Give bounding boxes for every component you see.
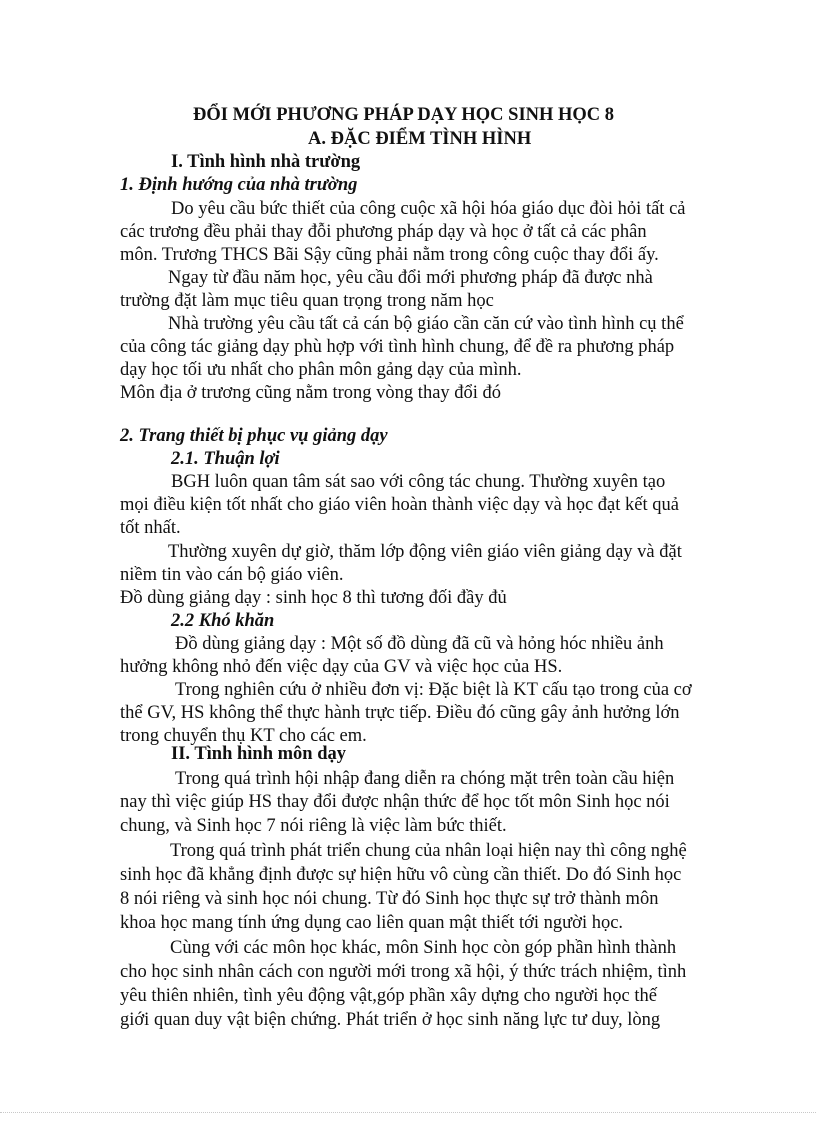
- paragraph-line: mọi điều kiện tốt nhất cho giáo viên hoàn thành việc dạy và học đạt kết quả: [120, 495, 679, 515]
- paragraph-line: Cùng với các môn học khác, môn Sinh học còn góp phần hình thành: [170, 938, 677, 958]
- page-bottom-divider: [0, 1112, 816, 1113]
- document-title: ĐỔI MỚI PHƯƠNG PHÁP DẠY HỌC SINH HỌC 8: [193, 105, 615, 125]
- paragraph-line: Đồ dùng giảng dạy : Một số đồ dùng đã cũ và hỏng hóc nhiều ảnh: [175, 634, 664, 654]
- paragraph-line: Trong quá trình hội nhập đang diễn ra chóng mặt trên toàn cầu hiện: [175, 769, 675, 789]
- paragraph-line: thể GV, HS không thể thực hành trực tiếp. Điều đó cũng gây ảnh hưởng lớn: [120, 703, 680, 723]
- paragraph-line: sinh học đã khẳng định được sự hiện hữu vô cùng cần thiết. Do đó Sinh học: [120, 865, 682, 885]
- paragraph-line: cho học sinh nhân cách con người mới trong xã hội, ý thức trách nhiệm, tình: [120, 962, 687, 982]
- paragraph-line: hưởng không nhỏ đến việc dạy của GV và việc học của HS.: [120, 657, 563, 677]
- paragraph-line: BGH luôn quan tâm sát sao với công tác chung. Thường xuyên tạo: [171, 472, 666, 492]
- subheading-2-1: 2.1. Thuận lợi: [171, 449, 280, 469]
- paragraph-line: yêu thiên nhiên, tình yêu động vật,góp phần xây dựng cho người học thế: [120, 986, 657, 1006]
- paragraph-line: Trong quá trình phát triển chung của nhân loại hiện nay thì công nghệ: [170, 841, 687, 861]
- section-ii-heading: II. Tình hình môn dạy: [171, 744, 346, 764]
- paragraph-line: trường đặt làm mục tiêu quan trọng trong năm học: [120, 291, 494, 311]
- paragraph-line: tốt nhất.: [120, 518, 181, 538]
- subheading-2-2: 2.2 Khó khăn: [171, 611, 275, 631]
- paragraph-line: Nhà trường yêu cầu tất cả cán bộ giáo cần căn cứ vào tình hình cụ thể: [168, 314, 684, 334]
- paragraph-line: Môn địa ở trương cũng nằm trong vòng thay đổi đó: [120, 383, 502, 403]
- paragraph-line: niềm tin vào cán bộ giáo viên.: [120, 565, 344, 585]
- paragraph-line: 8 nói riêng và sinh học nói chung. Từ đó Sinh học thực sự trở thành môn: [120, 889, 659, 909]
- paragraph-line: của công tác giảng dạy phù hợp với tình hình chung, để đề ra phương pháp: [120, 337, 675, 357]
- paragraph-line: giới quan duy vật biện chứng. Phát triển ở học sinh năng lực tư duy, lòng: [120, 1010, 661, 1030]
- paragraph-line: Ngay từ đầu năm học, yêu cầu đổi mới phương pháp đã được nhà: [168, 268, 653, 288]
- paragraph-line: Do yêu cầu bức thiết của công cuộc xã hội hóa giáo dục đòi hỏi tất cả: [171, 199, 686, 219]
- paragraph-line: chung, và Sinh học 7 nói riêng là việc làm bức thiết.: [120, 816, 507, 836]
- paragraph-line: Đồ dùng giảng dạy : sinh học 8 thì tương đối đầy đủ: [120, 588, 507, 608]
- subheading-2: 2. Trang thiết bị phục vụ giảng dạy: [120, 426, 388, 446]
- paragraph-line: môn. Trương THCS Bãi Sậy cũng phải nằm trong công cuộc thay đổi ấy.: [120, 245, 659, 265]
- paragraph-line: Thường xuyên dự giờ, thăm lớp động viên giáo viên giảng dạy và đặt: [168, 542, 682, 562]
- paragraph-line: các trương đều phải thay đỗi phương pháp dạy và học ở tất cả các phân: [120, 222, 647, 242]
- paragraph-line: nay thì việc giúp HS thay đổi được nhận thức để học tốt môn Sinh học nói: [120, 792, 670, 812]
- section-a-heading: A. ĐẶC ĐIỂM TÌNH HÌNH: [308, 129, 532, 149]
- paragraph-line: dạy học tối ưu nhất cho phân môn gảng dạy của mình.: [120, 360, 522, 380]
- paragraph-line: khoa học mang tính ứng dụng cao liên quan mật thiết tới người học.: [120, 913, 624, 933]
- section-i-heading: I. Tình hình nhà trường: [171, 152, 361, 172]
- paragraph-line: trong chuyển thụ KT cho các em.: [120, 726, 367, 746]
- subheading-1: 1. Định hướng của nhà trường: [120, 175, 358, 195]
- paragraph-line: Trong nghiên cứu ở nhiều đơn vị: Đặc biệt là KT cấu tạo trong của cơ: [175, 680, 692, 700]
